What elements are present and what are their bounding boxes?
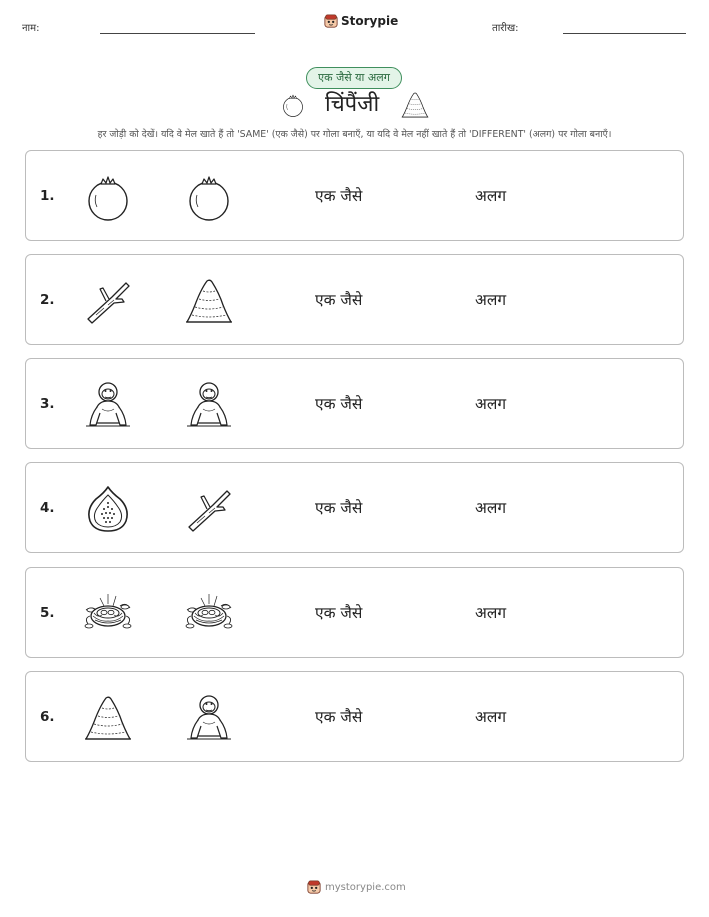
chimpanzee-icon — [183, 692, 235, 744]
brand-name: Storypie — [341, 14, 399, 28]
name-line[interactable] — [100, 33, 255, 34]
termite-mound-icon — [82, 692, 134, 744]
same-option[interactable]: एक जैसे — [315, 499, 363, 517]
exercise-row — [25, 358, 684, 449]
same-option[interactable]: एक जैसे — [315, 708, 363, 726]
branch-icon — [82, 275, 134, 327]
different-option[interactable]: अलग — [475, 291, 507, 309]
nest-icon — [183, 588, 235, 640]
footer-url[interactable]: mystorypie.com — [325, 881, 406, 893]
exercise-row — [25, 567, 684, 658]
same-option[interactable]: एक जैसे — [315, 395, 363, 413]
branch-icon — [183, 483, 235, 535]
different-option[interactable]: अलग — [475, 395, 507, 413]
pomegranate-icon — [82, 171, 134, 223]
row-number: 6. — [40, 709, 55, 725]
row-number: 1. — [40, 188, 55, 204]
different-option[interactable]: अलग — [475, 604, 507, 622]
different-option[interactable]: अलग — [475, 708, 507, 726]
pomegranate-icon — [280, 92, 306, 118]
nest-icon — [82, 588, 134, 640]
footer — [307, 880, 406, 894]
storypie-logo-icon — [324, 14, 338, 28]
different-option[interactable]: अलग — [475, 187, 507, 205]
termite-mound-icon — [400, 90, 430, 120]
storypie-logo-icon — [307, 880, 321, 894]
date-line[interactable] — [563, 33, 686, 34]
row-number: 3. — [40, 396, 55, 412]
same-option[interactable]: एक जैसे — [315, 604, 363, 622]
brand-logo — [324, 14, 398, 28]
row-number: 4. — [40, 500, 55, 516]
chimpanzee-icon — [183, 379, 235, 431]
name-label: नाम: — [22, 23, 40, 34]
row-number: 5. — [40, 605, 55, 621]
different-option[interactable]: अलग — [475, 499, 507, 517]
termite-mound-icon — [183, 275, 235, 327]
row-number: 2. — [40, 292, 55, 308]
exercise-row — [25, 254, 684, 345]
fig-icon — [82, 483, 134, 535]
chimpanzee-icon — [82, 379, 134, 431]
exercise-row — [25, 671, 684, 762]
exercise-row — [25, 150, 684, 241]
exercise-row — [25, 462, 684, 553]
page-title: चिंपैंजी — [325, 92, 380, 117]
same-option[interactable]: एक जैसे — [315, 187, 363, 205]
instructions: हर जोड़ी को देखें। यदि वे मेल खाते हैं तो 'SAME' (एक जैसे) पर गोला बनाएँ, या यदि वे मेल नहीं खाते हैं तो 'DIFFERENT' (अलग) पर गोला बनाएँ। — [97, 129, 612, 140]
same-option[interactable]: एक जैसे — [315, 291, 363, 309]
worksheet-type-badge: एक जैसे या अलग — [306, 67, 402, 89]
date-label: तारीख: — [492, 23, 519, 34]
pomegranate-icon — [183, 171, 235, 223]
